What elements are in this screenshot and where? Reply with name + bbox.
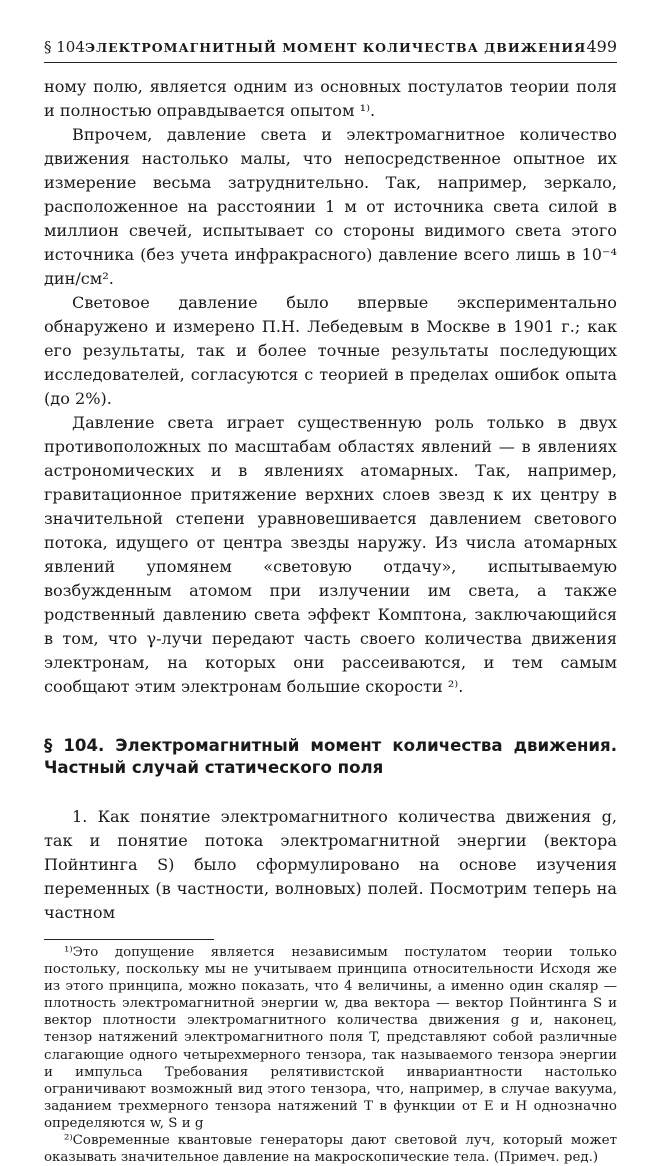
header-title: ЭЛЕКТРОМАГНИТНЫЙ МОМЕНТ КОЛИЧЕСТВА ДВИЖЕНИЯ — [85, 40, 587, 55]
section-heading: § 104. Электромагнитный момент количества движения. Частный случай статического поля — [44, 736, 617, 777]
paragraph-lebedev: Световое давление было впервые экспериментально обнаружено и измерено П.Н. Лебедевым в Москве в 1901 г.; как его результаты, так и более точные результаты последующих исследователей, согласуются с теорией в пределах ошибок опыта (до 2%). — [44, 293, 617, 408]
paragraph-continuation: ному полю, является одним из основных постулатов теории поля и полностью оправдывается опытом ¹⁾. — [44, 77, 617, 120]
paragraph-light-pressure: Впрочем, давление света и электромагнитное количество движения настолько малы, что непосредственное опытное их измерение весьма затруднительно. Так, например, зеркало, расположенное на расстоянии 1 м от источника света силой в миллион свечей, испытывает со стороны видимого света этого источника (без учета инфракрасного) давление всего лишь в 10⁻⁴ дин/см². — [44, 125, 617, 288]
footnote-1: ¹⁾Это допущение является независимым постулатом теории только постольку, поскольку мы не учитываем принципа относительности Исходя же из этого принципа, можно показать, что 4 величины, а именно один скаляр — плотность электромагнитной энергии w, два вектора — вектор Пойнтинга S и вектор плотности электромагнитного количества движения g и, наконец, тензор натяжений электромагнитного поля T, представляют собой различные слагающие одного четырехмерного тензора, так называемого тензора энергии и импульса Требования релятивистской инвариантности настолько ограничивают возможный вид этого тензора, что, например, в случае вакуума, заданием трехмерного тензора натяжений T в функции от E и H однозначно определяются w, S и g — [44, 945, 617, 1131]
header-section-number: § 104 — [44, 38, 85, 56]
page-number: 499 — [586, 37, 617, 56]
footnote-divider — [44, 939, 214, 940]
footnotes — [44, 944, 617, 1166]
footnote-2: ²⁾Современные квантовые генераторы дают световой луч, который может оказывать значительное давление на макроскопические тела. (Примеч. ред.) — [44, 1133, 617, 1166]
paragraph-section-intro: 1. Как понятие электромагнитного количества движения g, так и понятие потока электромагнитной энергии (вектора Пойнтинга S) было сформулировано на основе изучения переменных (в частности, волновых) полей. Посмотрим теперь на частном — [44, 807, 617, 922]
paragraph-astronomy-atomic: Давление света играет существенную роль только в двух противоположных по масштабам областях явлений — в явлениях астрономических и в явлениях атомарных. Так, например, гравитационное притяжение верхних слоев звезд к их центру в значительной степени уравновешивается давлением светового потока, идущего от центра звезды наружу. Из числа атомарных явлений упомянем «световую отдачу», испытываемую возбужденным атомом при излучении им света, а также родственный давлению света эффект Комптона, заключающийся в том, что γ-лучи передают часть своего количества движения электронам, на которых они рассеиваются, и тем самым сообщают этим электронам большие скорости ²⁾. — [44, 413, 617, 696]
running-header — [44, 38, 617, 63]
main-text — [44, 75, 617, 925]
